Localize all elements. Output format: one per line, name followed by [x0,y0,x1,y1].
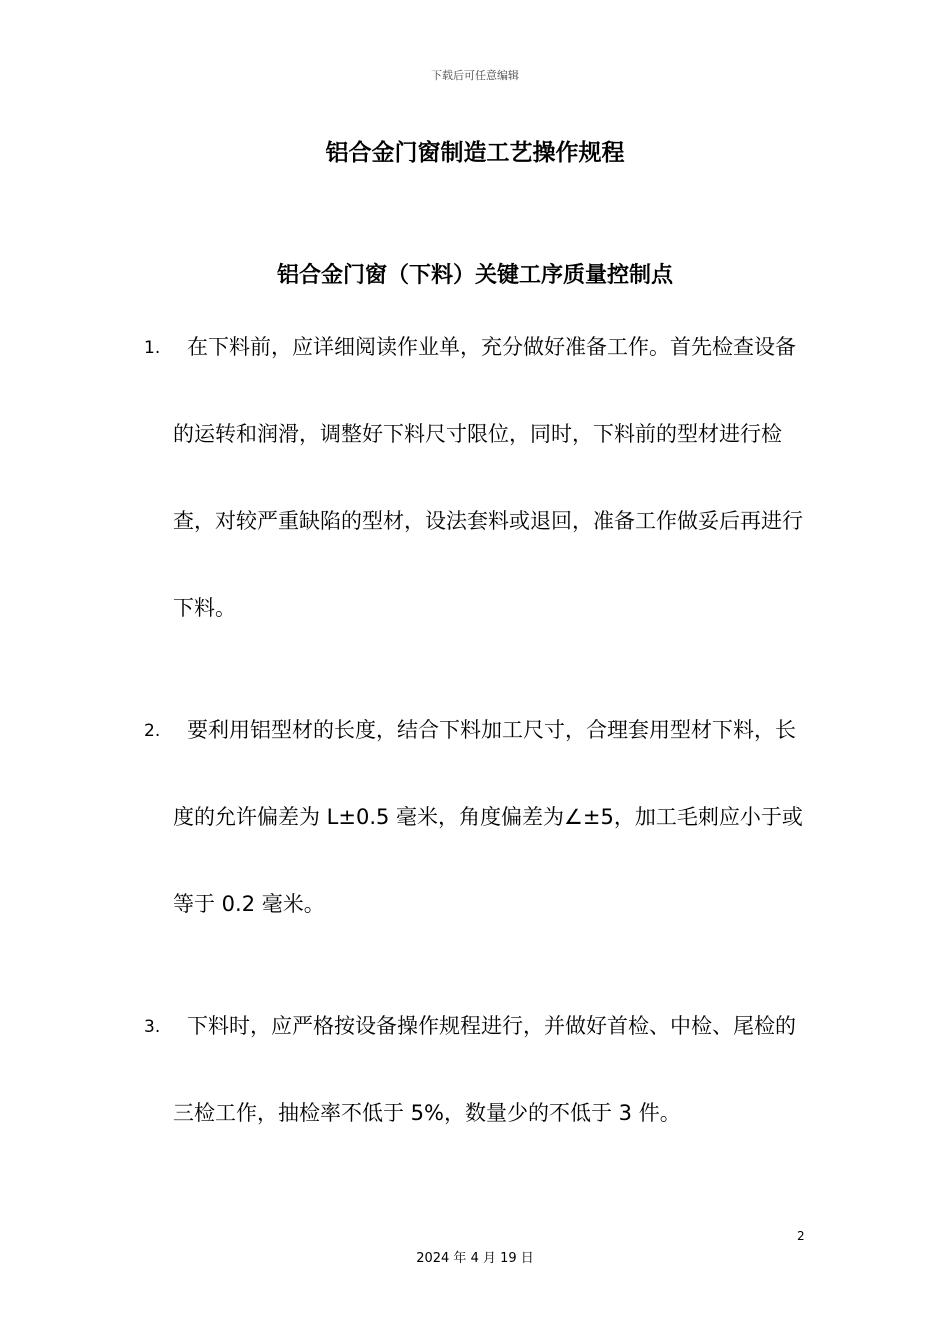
list-item-text: 要利用铝型材的长度，结合下料加工尺寸，合理套用型材下料，长度的允许偏差为 L±0.5 毫米，角度偏差为∠±5，加工毛刺应小于或等于 0.2 毫米。 [173,718,803,916]
footer-date: 2024 年 4 月 19 日 [416,1251,534,1266]
page-number: 2 [797,1229,805,1243]
list-item-text: 在下料前，应详细阅读作业单，充分做好准备工作。首先检查设备的运转和润滑，调整好下料尺寸限位，同时，下料前的型材进行检查，对较严重缺陷的型材，设法套料或退回，准备工作做妥后再进行下料。 [173,335,803,620]
document-title: 铝合金门窗制造工艺操作规程 [325,140,625,166]
list-item-text: 下料时，应严格按设备操作规程进行，并做好首检、中检、尾检的三检工作，抽检率不低于 5%，数量少的不低于 3 件。 [173,1014,796,1125]
section-subtitle: 铝合金门窗（下料）关键工序质量控制点 [276,263,673,288]
list-item-number: 1. [144,338,161,358]
header-note: 下载后可任意编辑 [431,69,519,82]
list-item-number: 3. [144,1017,161,1037]
list-item-1 [144,333,804,652]
list-item-2 [144,716,804,948]
list-item-3 [144,1012,804,1157]
list-item-number: 2. [144,721,161,741]
